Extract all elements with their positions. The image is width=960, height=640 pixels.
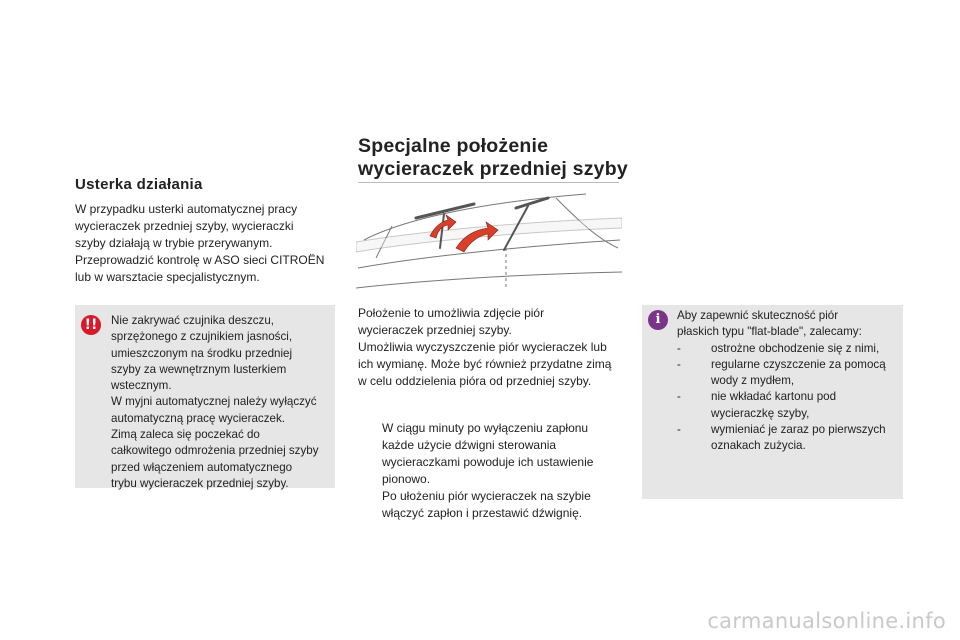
text-line: ich wymianę. Może być również przydatne zimą [358,357,612,371]
text-line: Przeprowadzić kontrolę w ASO sieci CITROËN [75,253,325,267]
text-line: wody z mydłem, [711,374,795,388]
text-line: ostrożne obchodzenie się z nimi, [711,341,880,355]
text-line: Nie zakrywać czujnika deszczu, [111,314,275,327]
text-line: regularne czyszczenie za pomocą [711,357,886,371]
page-title [358,135,628,181]
text-line: lub w warsztacie specjalistycznym. [75,270,260,284]
text-line: wymieniać je zaraz po pierwszych [711,423,886,437]
special-position-description [358,305,611,390]
text-line: Umożliwia wyczyszczenie piór wycieraczek lub [358,340,607,354]
text-line: automatyczną pracę wycieraczek. [111,411,285,425]
text-line: nie wkładać kartonu pod [711,390,837,404]
text-line: W przypadku usterki automatycznej pracy [75,202,298,216]
warning-text [111,313,319,492]
info-box [642,305,903,499]
text-line: Po ułożeniu piór wycieraczek na szybie [382,489,591,503]
text-line: całkowitego odmrożenia przedniej szyby [111,444,319,458]
exclamation-icon: !! [81,315,101,335]
text-line: szyby za wewnętrznym lusterkiem [111,362,287,376]
text-line: wycieraczkami powoduje ich ustawienie [382,455,594,469]
text-line: trybu wycieraczek przedniej szyby. [111,476,289,490]
section-heading-fault: Usterka działania [75,176,203,193]
list-item [677,357,899,390]
hood-line [356,272,622,288]
text-line: wycieraczkę szyby, [711,406,810,420]
dash-bullet: - [677,341,681,355]
text-line: Zimą zaleca się poczekać do [111,428,260,442]
text-line: W ciągu minuty po wyłączeniu zapłonu [382,421,589,435]
text-line: każde użycie dźwigni sterowania [382,438,557,452]
text-line: sprzężonego z czujnikiem jasności, [111,330,293,344]
text-line: W myjni automatycznej należy wyłączyć [111,395,317,409]
list-item [677,422,899,455]
text-line: wstecznym. [111,379,172,393]
list-item [362,488,622,522]
wiper-illustration [356,188,622,296]
procedure-list [362,420,622,522]
dash-bullet: - [677,423,681,437]
watermark: carmanualsonline.info [707,609,946,633]
warning-box [75,305,335,488]
text-line: w celu oddzielenia pióra od przedniej szyby. [358,374,592,388]
info-icon: i [648,310,668,330]
text-line: przed włączeniem automatycznego [111,460,293,474]
title-line: wycieraczek przedniej szyby [358,158,628,180]
title-line: Specjalne położenie [358,135,549,157]
text-line: szyby działają w trybie przerywanym. [75,236,273,250]
text-line: oznakach zużycia. [711,439,806,453]
text-line: Położenie to umożliwia zdjęcie piór [358,306,545,320]
text-line: wycieraczek przedniej szyby, wycieraczki [75,219,294,233]
info-text [677,308,899,455]
dash-bullet: - [677,390,681,404]
text-line: włączyć zapłon i przestawić dźwignię. [382,506,583,520]
text-line: umieszczonym na środku przedniej [111,346,293,360]
text-line: Aby zapewnić skuteczność piór [677,309,839,322]
list-item [677,341,899,357]
wiper-blade-left [416,204,474,218]
text-line: płaskich typu "flat-blade", zalecamy: [677,325,862,339]
text-line: pionowo. [382,472,431,486]
title-divider [358,182,619,183]
list-item [362,420,622,488]
list-item [677,389,899,422]
fault-description [75,201,324,286]
text-line: wycieraczek przedniej szyby. [358,323,512,337]
dash-bullet: - [677,357,681,371]
